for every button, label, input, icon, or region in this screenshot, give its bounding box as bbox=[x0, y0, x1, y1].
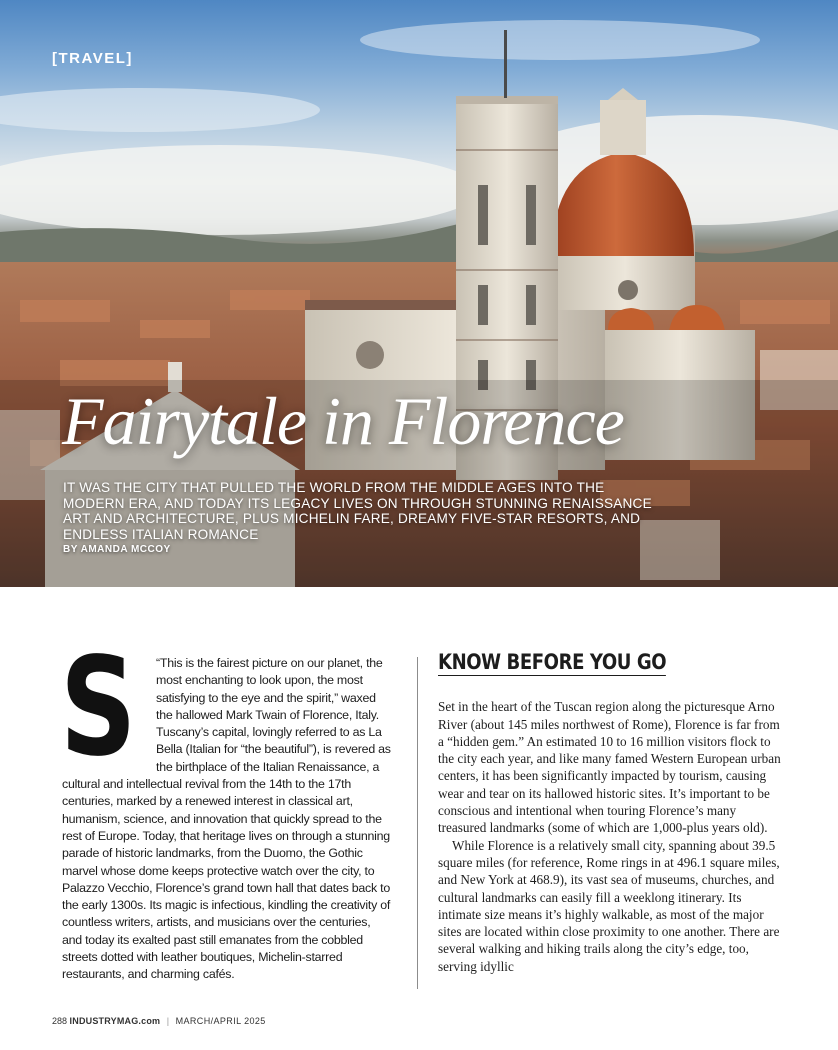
sidebar-heading: KNOW BEFORE YOU GO bbox=[438, 654, 666, 676]
article-title: Fairytale in Florence bbox=[62, 383, 624, 459]
magazine-name: INDUSTRYMAG.com bbox=[69, 1016, 161, 1026]
article-body bbox=[60, 629, 392, 984]
byline: BY AMANDA MCCOY bbox=[63, 544, 171, 555]
sidebar-paragraph: Set in the heart of the Tuscan region along the picturesque Arno River (about 145 miles northwest of Rome), Florence is far from a “hidden gem.” An estimated 10 to 16 million visitors flock to the city each year, and like many famed Western European urban centers, it has been significantly impacted by tourism, causing wear and tear on its hallowed historic sites. It’s important to be conscious and intentional when touring Florence’s many treasured landmarks (some of which are 1,000-plus years old). bbox=[438, 699, 781, 836]
section-tag: [TRAVEL] bbox=[52, 50, 133, 67]
footer-separator: | bbox=[166, 1016, 170, 1026]
page-number: 288 bbox=[52, 1016, 68, 1026]
article-dek: IT WAS THE CITY THAT PULLED THE WORLD FROM THE MIDDLE AGES INTO THE MODERN ERA, AND TODAY ITS LEGACY LIVES ON THROUGH STUNNING RENAISSANCE ART AND ARCHITECTURE, PLUS MICHELIN FARE, DREAMY FIVE-STAR RESORTS, AND ENDLESS ITALIAN ROMANCE bbox=[63, 480, 652, 542]
column-divider bbox=[417, 657, 418, 989]
body-paragraph: “This is the fairest picture on our planet, the most enchanting to look upon, the most satisfying to the eye and the spirit,” waxed the hallowed Mark Twain of Florence, Italy. Tuscany’s capital, lovingly referred to as La Bella (Italian for “the beautiful”), is revered as the birthplace of the Italian Renaissance, a cultural and intellectual revival from the 14th to the 17th centuries, marked by a renewed interest in classical art, humanism, science, and innovation that quickly spread to the rest of Europe. Today, that heritage lives on through a stunning parade of historic landmarks, from the Duomo, the Gothic marvel whose dome keeps protective watch over the city, to Palazzo Vecchio, Florence’s grand town hall that dates back to the early 1300s. Its magic is infectious, kindling the creativity of countless writers, artists, and musicians over the centuries, and today its exalted past still emanates from the cobbled streets dotted with leather boutiques, Michelin-starred restaurants, and charming cafés. bbox=[62, 656, 391, 982]
sidebar bbox=[438, 650, 783, 975]
sidebar-paragraph: While Florence is a relatively small city, spanning about 39.5 square miles (for reference, Rome rings in at 496.1 square miles, and New York at 468.9), its vast sea of museums, churches, and cultural landmarks can easily fill a weeklong itinerary. Its intimate size means it’s highly walkable, as most of the major sites are located within close proximity to one another. There are several walking and hiking trails along the city’s edge, too, serving idyllic bbox=[438, 837, 780, 974]
page-footer bbox=[52, 1016, 266, 1026]
issue-date: MARCH/APRIL 2025 bbox=[175, 1016, 266, 1026]
drop-cap: S bbox=[60, 629, 137, 787]
